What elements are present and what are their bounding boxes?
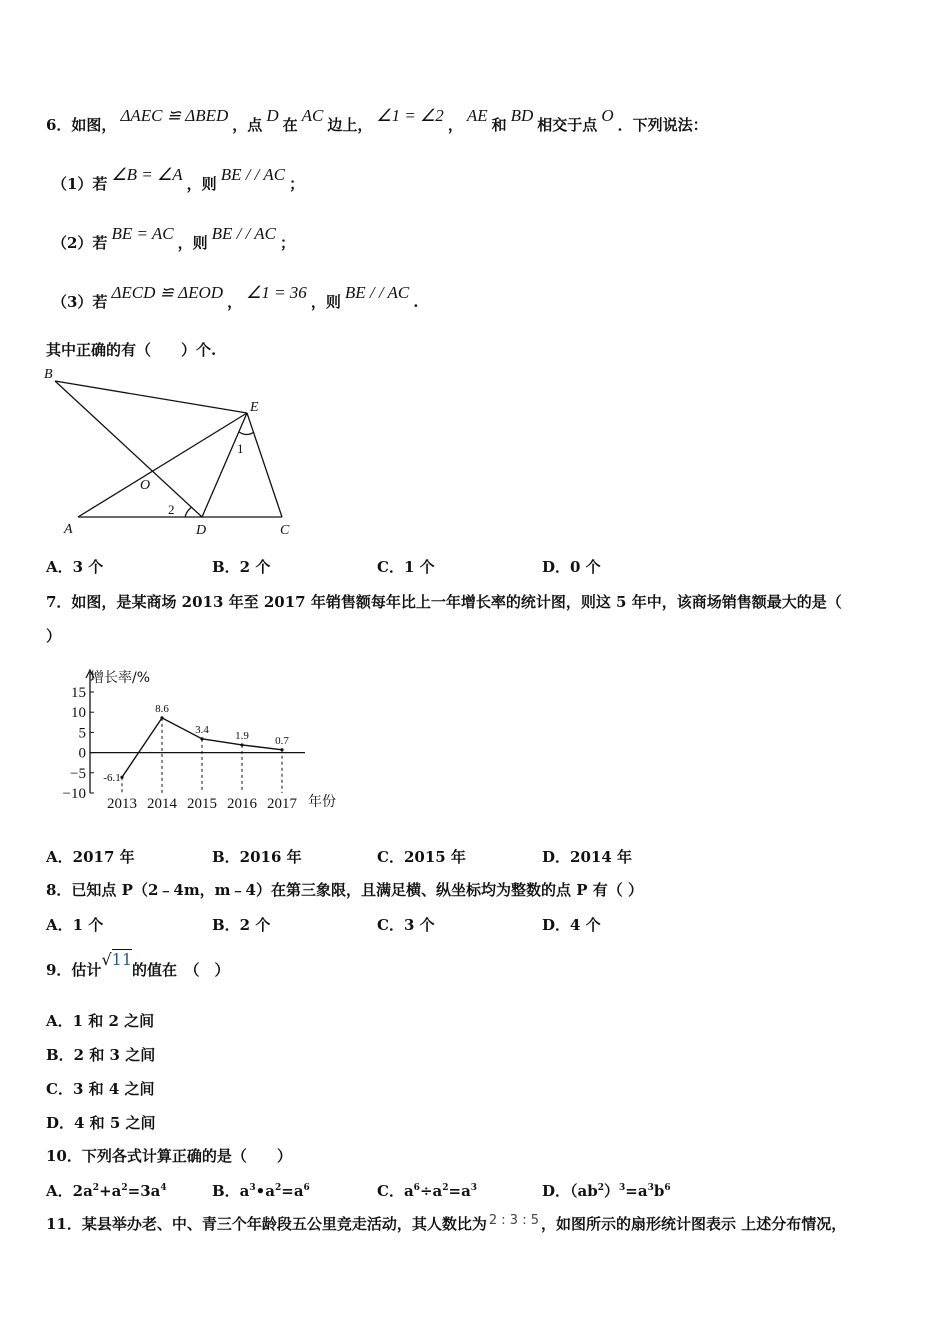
q6-s3-text: ， [227,293,243,311]
q10-c-part: =a [448,1182,471,1200]
label-angle-1: 1 [237,441,244,456]
q7-option-c[interactable]: C．2015 年 [377,848,466,866]
label-e: E [250,400,259,415]
label-a: A [64,522,73,537]
y-tick-label: −10 [62,786,86,802]
q6-s1-text: ； [289,175,305,193]
q6-angle-equal: ∠1 = ∠2 [376,106,444,125]
q10-d-part: D．（ab [542,1182,598,1200]
q6-segment-bd: BD [510,106,534,125]
q10-c-part: C．a [377,1182,414,1200]
q6-s3-text: （3）若 [52,293,108,311]
q11-stem [46,1214,846,1236]
y-tick-label: −5 [70,765,86,782]
q9-option-a[interactable]: A．1 和 2 之间 [46,1012,155,1030]
data-point [160,716,163,719]
q6-segment-ae: AE [466,106,488,125]
q6-statement-2 [52,224,296,253]
segment-ec [247,413,282,517]
q6-s2-condition: BE = AC [111,224,174,243]
q10-a-part: +a [99,1182,122,1200]
segment-de [202,413,247,517]
angle-2-arc [185,507,192,517]
angle-1-arc [239,432,254,435]
q9-option-d[interactable]: D．4 和 5 之间 [46,1114,156,1132]
q11-text: 11．某县举办老、中、青三个年龄段五公里竞走活动，其人数比为 [46,1215,487,1233]
radical-sign-icon: √ [101,950,112,969]
label-c: C [280,523,290,538]
x-tick-label: 2014 [147,796,177,812]
q10-a-exp: 4 [160,1183,167,1193]
q10-a-exp: 2 [92,1183,100,1193]
q6-s2-conclusion: BE / / AC [211,224,276,243]
label-d: D [196,523,207,538]
q6-option-c[interactable]: C．1 个 [377,558,435,576]
x-tick-label: 2015 [187,796,217,812]
q10-d-exp: 6 [664,1183,671,1193]
y-tick-label: 5 [78,725,86,742]
q6-s3-condition: ΔECD ≌ ΔEOD [111,283,224,302]
q10-a-part: =3a [127,1182,161,1200]
q10-b-exp: 6 [303,1183,310,1193]
q6-statement-3 [52,283,419,312]
q7-option-b[interactable]: B．2016 年 [212,848,302,866]
q10-c-exp: 3 [470,1183,478,1193]
q6-s2-text: ； [280,234,296,252]
data-point [200,737,203,740]
q6-text: ， [447,116,463,134]
q10-d-part: =a [625,1182,648,1200]
data-point [240,743,243,746]
q10-stem: 10．下列各式计算正确的是（ ） [46,1147,292,1165]
chart-ylabel: 增长率/% [90,670,151,686]
q10-d-part: b [653,1182,665,1200]
q7-stem: 7．如图，是某商场 2013 年至 2017 年销售额每年比上一年增长率的统计图，则这 5 年中，该商场销售额最大的是（ [46,593,842,611]
q6-s2-text: （2）若 [52,234,108,252]
q10-d-exp: 3 [619,1183,626,1193]
segment-ae [78,413,247,517]
q7-stem-cont: ） [46,627,62,645]
q8-option-d[interactable]: D．4 个 [542,916,601,934]
q10-b-exp: 3 [249,1183,256,1193]
q10-a-part: A．2a [46,1182,93,1200]
q10-c-part: ÷a [419,1182,443,1200]
q9-tail: 的值在 （ ） [132,961,230,979]
q6-s3-angle: ∠1 = 36 [246,283,307,302]
q11-ratio: 2 : 3 : 5 [488,1213,539,1228]
q6-text: ．下列说法： [617,116,708,134]
q7-option-d[interactable]: D．2014 年 [542,848,632,866]
q6-stem [46,106,708,135]
q6-text: 相交于点 [537,116,598,134]
q7-option-a[interactable]: A．2017 年 [46,848,135,866]
data-label: 3.4 [195,723,209,736]
label-b: B [44,367,53,382]
q9-stem [46,950,230,980]
q7-growth-rate-chart [50,662,350,814]
chart-xlabel: 年份 [308,794,336,810]
q10-c-exp: 6 [413,1183,420,1193]
q11-text: ，如图所示的扇形统计图表示 上述分布情况， [541,1215,847,1233]
q6-s2-text: ，则 [177,234,208,252]
q6-text: 在 [282,116,298,134]
q6-point-o: O [601,106,614,125]
q10-d-exp: 2 [597,1183,604,1193]
q9-sqrt [101,950,132,969]
q10-b-part: •a [255,1182,275,1200]
q10-a-exp: 2 [121,1183,128,1193]
q10-b-part: B．a [212,1182,250,1200]
q9-lead: 9．估计 [46,961,102,979]
q6-option-b[interactable]: B．2 个 [212,558,271,576]
q10-option-b[interactable] [212,1180,310,1201]
data-label: 0.7 [275,734,289,747]
q6-question: 其中正确的有（ ）个. [46,341,217,359]
q6-congruence: ΔAEC ≌ ΔBED [120,106,229,125]
q6-text: 和 [491,116,507,134]
q9-radicand: 11 [111,950,132,969]
q10-option-a[interactable] [46,1180,167,1201]
q10-c-exp: 2 [442,1183,449,1193]
label-o: O [140,478,151,493]
y-tick-label: 15 [71,685,86,701]
q10-b-part: =a [281,1182,304,1200]
q6-option-a[interactable]: A．3 个 [46,558,104,576]
y-tick-label: 10 [71,705,86,722]
data-label: 1.9 [235,729,249,742]
q10-option-c[interactable] [377,1180,477,1201]
q6-s1-condition: ∠B = ∠A [111,165,183,184]
data-point [280,748,283,751]
q8-option-b[interactable]: B．2 个 [212,916,271,934]
q6-geometry-figure [40,362,300,542]
q6-s1-text: （1）若 [52,175,108,193]
q6-s1-conclusion: BE / / AC [220,165,286,184]
q10-option-d[interactable] [542,1180,671,1201]
data-label: 8.6 [155,702,169,715]
q10-d-exp: 3 [647,1183,654,1193]
data-label: -6.1 [103,772,121,785]
q8-option-a[interactable]: A．1 个 [46,916,104,934]
q6-lead: 6．如图， [46,116,117,134]
q6-point-d: D [266,106,279,125]
q6-text: 边上， [327,116,373,134]
q8-option-c[interactable]: C．3 个 [377,916,435,934]
q6-s3-text: ，则 [310,293,341,311]
q6-s1-text: ，则 [186,175,217,193]
q8-stem: 8．已知点 P（2﹣4m，m﹣4）在第三象限，且满足横、纵坐标均为整数的点 P 有（ ） [46,881,643,899]
q9-option-b[interactable]: B．2 和 3 之间 [46,1046,156,1064]
q6-text: ，点 [232,116,263,134]
q6-s3-conclusion: BE / / AC [344,283,410,302]
x-tick-label: 2013 [107,796,137,812]
q6-statement-1 [52,165,305,194]
label-angle-2: 2 [168,502,175,517]
q6-option-d[interactable]: D．0 个 [542,558,601,576]
q9-option-c[interactable]: C．3 和 4 之间 [46,1080,155,1098]
q6-s3-text: . [413,293,419,311]
y-tick-label: 0 [78,745,86,762]
data-point [120,776,123,779]
x-tick-label: 2017 [267,796,297,812]
x-tick-label: 2016 [227,796,257,812]
q6-segment-ac: AC [301,106,324,125]
q10-b-exp: 2 [274,1183,282,1193]
q10-d-part: ） [603,1182,619,1200]
